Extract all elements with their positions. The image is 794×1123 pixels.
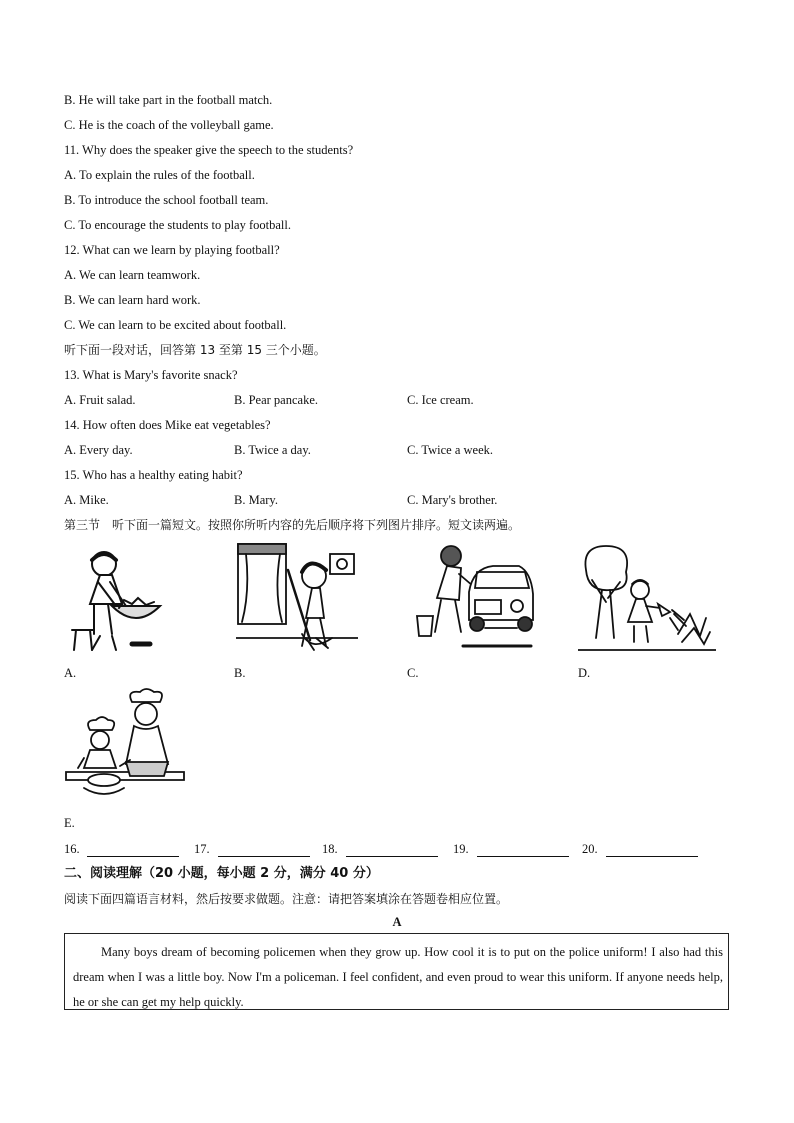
question-10-option-b: B. He will take part in the football match.: [64, 93, 273, 107]
boy-sweeping-floor-picture: [236, 542, 358, 660]
passage-a-label: A: [392, 915, 402, 929]
question-12: 12. What can we learn by playing football?: [64, 243, 280, 257]
question-13-option-a: A. Fruit salad.: [64, 393, 136, 407]
girl-washing-clothes-picture: [64, 542, 168, 660]
question-15: 15. Who has a healthy eating habit?: [64, 468, 243, 482]
part-2-heading: 二、阅读理解（20 小题，每小题 2 分，满分 40 分）: [64, 866, 379, 881]
instruction-13-15: 听下面一段对话，回答第 13 至第 15 三个小题。: [64, 343, 326, 357]
picture-b-label: B.: [234, 666, 246, 680]
blank-19-line: [477, 856, 569, 857]
part-2-instruction: 阅读下面四篇语言材料，然后按要求做题。注意：请把答案填涂在答题卷相应位置。: [64, 892, 509, 906]
question-15-option-b: B. Mary.: [234, 493, 278, 507]
girl-watering-plants-picture: [578, 542, 716, 660]
question-14-option-a: A. Every day.: [64, 443, 133, 457]
blank-17-line: [218, 856, 310, 857]
passage-a-box: [64, 933, 729, 1010]
question-11: 11. Why does the speaker give the speech to the students?: [64, 143, 354, 157]
blank-19-number: 19.: [453, 842, 469, 856]
picture-d-label: D.: [578, 666, 591, 680]
question-11-option-b: B. To introduce the school football team.: [64, 193, 269, 207]
blank-20-line: [606, 856, 698, 857]
picture-a-label: A.: [64, 666, 77, 680]
question-10-option-c: C. He is the coach of the volleyball game.: [64, 118, 274, 132]
question-14-option-b: B. Twice a day.: [234, 443, 311, 457]
blank-18-line: [346, 856, 438, 857]
blank-17-number: 17.: [194, 842, 210, 856]
section-3-instruction: 第三节 听下面一篇短文。按照你所听内容的先后顺序将下列图片排序。短文读两遍。: [64, 518, 521, 532]
blank-18-number: 18.: [322, 842, 338, 856]
cooking-together-picture: [64, 688, 186, 808]
question-13-option-c: C. Ice cream.: [407, 393, 474, 407]
question-14-option-c: C. Twice a week.: [407, 443, 494, 457]
question-13: 13. What is Mary's favorite snack?: [64, 368, 238, 382]
blank-20-number: 20.: [582, 842, 598, 856]
question-15-option-a: A. Mike.: [64, 493, 109, 507]
question-15-option-c: C. Mary's brother.: [407, 493, 498, 507]
question-11-option-c: C. To encourage the students to play football.: [64, 218, 291, 232]
question-12-option-a: A. We can learn teamwork.: [64, 268, 201, 282]
question-13-option-b: B. Pear pancake.: [234, 393, 318, 407]
passage-a-text: Many boys dream of becoming policemen when they grow up. How cool it is to put on the police uniform! I also had this dream when I was a little boy. Now I'm a policeman. I feel confident, and even proud to wear this uniform. If anyone needs help, he or she can get my help quickly.: [73, 945, 723, 1009]
man-washing-car-picture: [407, 542, 539, 656]
blank-16-number: 16.: [64, 842, 80, 856]
blank-16-line: [87, 856, 179, 857]
question-12-option-b: B. We can learn hard work.: [64, 293, 201, 307]
question-11-option-a: A. To explain the rules of the football.: [64, 168, 255, 182]
picture-c-label: C.: [407, 666, 419, 680]
question-12-option-c: C. We can learn to be excited about football.: [64, 318, 287, 332]
picture-e-label: E.: [64, 816, 75, 830]
answer-blanks: [64, 842, 744, 860]
question-14: 14. How often does Mike eat vegetables?: [64, 418, 271, 432]
